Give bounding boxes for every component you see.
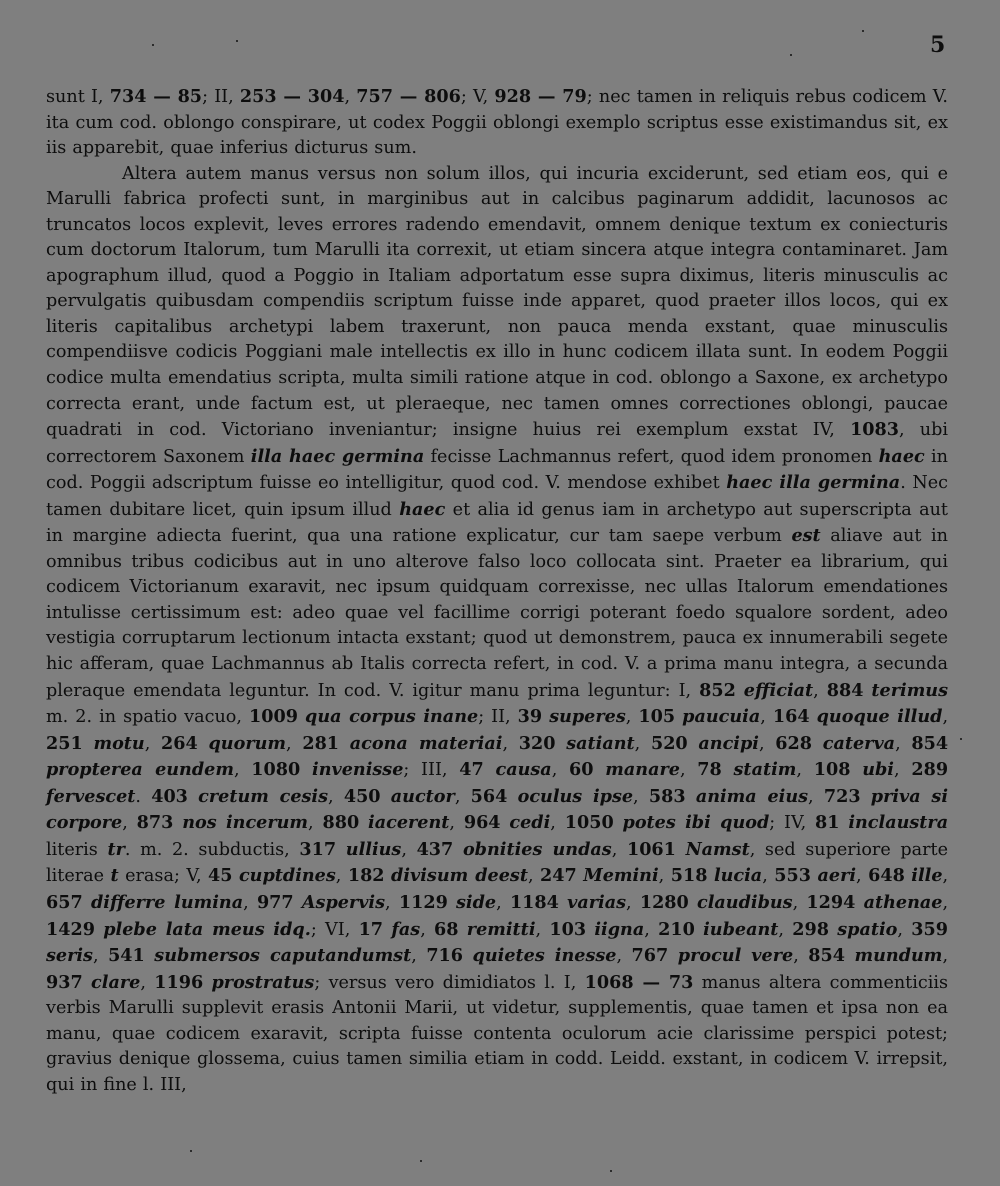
text-run: , [611,839,627,860]
line-reference: 1280 [639,891,689,913]
text-run: manus altera commenticiis verbis Marulli supplevit erasis Antonii Marii, ut videtur, supplementis, quae tamen et ipsa non ea manu, quae codicem exaravit, scripta fuisse contenta oculorum acie clarissime perspici potest; gravius denique glossema, cuius tamen similia etiam in codd. Leidd. exstant, in codicem V. irrepsit, qui in fine l. III, [46,972,949,1095]
variant-reading: inclaustra [848,812,949,834]
text-run: , [502,733,519,754]
text-run: , [808,786,824,807]
text-run: ; IV, [769,813,816,834]
line-reference: 1050 [564,812,614,834]
line-reference: 1196 [154,971,204,993]
text-run [203,973,211,993]
line-reference: 17 [358,918,384,940]
text-run: , [616,946,632,967]
text-run [845,946,855,966]
line-reference: 60 [569,759,594,781]
text-run: , [496,892,510,913]
scan-speck [152,44,154,46]
text-run: , [626,892,640,913]
text-run: , [942,866,949,887]
text-run [676,840,686,860]
line-reference: 281 [302,732,340,754]
line-reference: 105 [638,706,676,728]
text-run: , [856,866,869,887]
text-run: , [679,760,698,781]
variant-reading: procul vere [677,945,794,967]
text-run: , [550,813,565,834]
line-reference: 734 — 85 [109,86,203,107]
text-run: m. 2. in spatio vacuo, [46,707,250,728]
text-run: , [328,786,344,807]
variant-reading: cuptdines [238,865,336,887]
text-run: ; V, [460,87,495,107]
line-reference: 757 — 806 [356,86,461,107]
text-run: , [625,707,639,728]
variant-reading: quoque illud [816,706,943,728]
variant-reading: haec [399,498,446,520]
line-reference: 553 [774,865,812,887]
text-run: . [135,786,152,807]
line-reference: 648 [868,865,905,887]
text-run: ; VI, [310,919,359,940]
text-run [810,707,817,727]
line-reference: 81 [815,812,840,834]
text-run: , [122,813,137,834]
text-run [688,734,699,754]
text-run: , [942,946,949,967]
line-reference: 854 [911,732,949,754]
text-run: fecisse Lachmannus refert, quod idem pronomen [424,446,879,467]
variant-reading: anima eius [695,785,809,807]
line-reference: 264 [161,732,198,754]
text-run: , [658,866,671,887]
variant-reading: paucuia [682,706,761,728]
text-run: ; versus vero dimidiatos l. I, [314,972,585,993]
body-text [46,84,948,1098]
text-run: , [760,707,773,728]
line-reference: 880 [322,812,360,834]
line-reference: 1083 [850,419,900,441]
variant-reading: acona materiai [349,732,503,754]
line-reference: 518 [670,865,708,887]
text-run [300,760,312,780]
text-run: , [535,919,550,940]
line-reference: 450 [343,785,381,807]
text-run: , [286,733,303,754]
variant-reading: fas [391,918,421,940]
text-run [559,893,567,913]
text-run: , [92,946,109,967]
variant-reading: ullius [345,838,402,860]
text-run: ; nec tamen in reliquis rebus codicem V. ita cum cod. oblongo conspirare, ut codex Poggii oblongi exemplo scriptus esse existimandus sit, ex iis apparebit, quae inferius dicturus sum. [46,87,948,159]
line-reference: 68 [434,918,459,940]
variant-reading: Aspervis [301,891,386,913]
variant-reading: quorum [208,732,287,754]
text-run: , [793,946,809,967]
text-run: , [897,919,912,940]
text-run [448,893,456,913]
text-run: , [942,707,949,728]
text-run [722,760,734,780]
variant-reading: iacerent [368,812,450,834]
text-run: , [633,786,649,807]
line-reference: 884 [826,679,864,701]
text-run: , [813,680,827,701]
variant-reading: aeri [817,865,857,887]
line-reference: 977 [256,891,294,913]
variant-reading: Namst [685,838,750,860]
text-run [686,787,696,807]
text-run: aliave aut in omnibus tribus codicibus aut in uno alterove falso loco collocata sint. Praeter ea librarium, qui codicem Victorianum exaravit, nec ipsum quidquam correxisse, nec ullas Italorum emendationes intulisse certissimum est: adeo quae vel facillime corrigi poterant foedo squalore sordent, adeo vestigia corruptarum lectionum intacta exstant; quod ut demonstrem, pauca ex innumerabili segete hic afferam, quae Lachmannus ab Italis correcta refert, in cod. V. a prima manu integra, a secunda pleraque emendata leguntur. In cod. V. igitur manu prima leguntur: I, [46,526,948,701]
text-run: in cod. Poggii adscriptum fuisse eo intelligitur, quod cod. V. mendose exhibet [46,446,948,494]
line-reference: 289 [911,759,949,781]
text-run [188,787,198,807]
text-run [484,760,496,780]
variant-reading: submersos caputandumst [154,945,412,967]
variant-reading: ubi [862,759,894,781]
variant-reading: quietes inesse [472,945,617,967]
variant-reading: prostratus [211,971,315,993]
variant-reading: priva si corpore [46,785,949,834]
text-run [689,893,697,913]
variant-reading: ille [911,865,943,887]
line-reference: 1009 [249,706,298,728]
line-reference: 723 [823,785,861,807]
text-run [736,681,744,701]
variant-reading: haec illa germina [726,472,901,494]
line-reference: 253 — 304 [239,86,345,107]
text-run: , [385,892,399,913]
variant-reading: spatio [837,918,898,940]
text-run [829,920,837,940]
line-reference: 320 [518,732,556,754]
variant-reading: iigna [594,918,645,940]
scan-speck [190,1150,192,1152]
text-run [198,734,209,754]
text-run: , [144,733,162,754]
variant-reading: remitti [466,918,536,940]
text-run: , [308,813,323,834]
line-reference: 182 [347,865,385,887]
line-reference: 210 [658,918,695,940]
text-run: , [758,733,776,754]
line-reference: 541 [108,945,145,967]
scan-speck [960,738,962,740]
text-run [861,787,871,807]
page-number: 5 [930,32,946,58]
text-run: , [335,866,348,887]
text-run: , [796,760,814,781]
text-run: , [762,866,775,887]
line-reference: 628 [775,732,813,754]
variant-reading: motu [93,732,145,754]
line-reference: 403 [151,785,188,807]
text-run: , [942,892,949,913]
text-run [840,813,849,833]
text-run [381,787,391,807]
text-run: sunt I, [46,87,110,107]
variant-reading: Memini [583,865,659,887]
text-run: literis [46,839,108,860]
text-run [812,734,823,754]
text-run: , [551,760,570,781]
line-reference: 251 [46,732,83,754]
text-run: ; III, [403,760,460,781]
line-reference: 317 [299,838,337,860]
text-run [614,813,623,833]
text-run [339,734,350,754]
line-reference: 520 [650,732,688,754]
text-run [298,707,305,727]
text-run: , [895,733,912,754]
text-run [83,893,91,913]
variant-reading: statim [733,759,797,781]
line-reference: 298 [792,918,829,940]
variant-reading: efficiat [743,679,814,701]
text-run [173,813,182,833]
variant-reading: ancipi [698,732,759,754]
variant-reading: fervescet [46,785,136,807]
line-reference: 1294 [806,891,856,913]
text-run: , [778,919,793,940]
text-run: , [454,786,471,807]
line-reference: 78 [697,759,722,781]
variant-reading: mundum [854,945,943,967]
line-reference: 247 [540,865,577,887]
variant-reading: potes ibi quod [622,812,770,834]
variant-reading: seris [46,945,93,967]
variant-reading: claudibus [697,891,793,913]
text-run: , [449,813,464,834]
variant-reading: terimus [871,679,949,701]
text-run [95,920,103,940]
line-reference: 767 [631,945,669,967]
line-reference: 108 [813,759,851,781]
variant-reading: auctor [390,785,455,807]
variant-reading: causa [495,759,552,781]
line-reference: 657 [46,891,83,913]
scan-speck [420,1160,422,1162]
variant-reading: est [791,525,821,547]
text-run [855,893,863,913]
variant-reading: iubeant [703,918,779,940]
text-run [594,760,606,780]
text-run: , [644,919,659,940]
line-reference: 1184 [509,891,559,913]
variant-reading: obnities undas [462,838,612,860]
line-reference: 45 [208,865,233,887]
text-run: , ubi correctorem Saxonem [46,420,949,467]
line-reference: 1429 [46,918,95,940]
variant-reading: caterva [822,732,896,754]
text-run [453,840,463,860]
variant-reading: athenae [863,891,943,913]
scan-speck [790,54,792,56]
variant-reading: clare [91,971,141,993]
text-run: et alia id genus iam in archetypo aut superscripta aut in margine adiecta fuerint, qua una ratione explicatur, cur tam saepe verbum [46,499,949,547]
line-reference: 564 [470,785,508,807]
scan-speck [862,30,864,32]
line-reference: 1129 [398,891,448,913]
variant-reading: plebe lata meus idq. [103,918,311,940]
text-run: , [894,760,912,781]
line-reference: 47 [459,759,484,781]
text-run: , [243,892,257,913]
variant-reading: varias [567,891,627,913]
text-run: , [634,733,651,754]
variant-reading: lucia [713,865,763,887]
variant-reading: cretum cesis [198,785,329,807]
variant-reading: divisum deest [391,865,528,887]
line-reference: 854 [808,945,846,967]
variant-reading: cedi [509,812,551,834]
text-run: , [420,919,435,940]
variant-reading: qua corpus inane [305,706,479,728]
text-run: , [401,839,417,860]
text-run [145,946,155,966]
variant-reading: manare [605,759,680,781]
text-run: , [792,892,807,913]
text-run: , [140,972,155,993]
text-run [359,813,368,833]
text-run: ; II, [478,707,518,728]
line-reference: 937 [46,971,83,993]
paragraph [46,84,948,162]
paragraph [46,162,948,1099]
text-run [850,760,862,780]
variant-reading: tr [107,838,125,860]
line-reference: 1068 — 73 [584,971,694,993]
text-run [463,946,473,966]
text-run: erasa; V, [118,866,208,887]
line-reference: 39 [517,706,543,728]
variant-reading: illa haec germina [250,445,425,467]
text-run: . m. 2. subductis, [124,839,300,860]
text-run [294,893,302,913]
variant-reading: nos incerum [182,812,309,834]
text-run [555,734,566,754]
variant-reading: invenisse [312,759,404,781]
text-run [507,787,517,807]
text-run: Altera autem manus versus non solum illos, qui incuria exciderunt, sed etiam eos, qui e Marulli fabrica profecti sunt, in marginibus aut in calcibus paginarum addidit, lacunosos ac truncatos locos explevit, leves errores radendo emendavit, omnem denique textum ex coniecturis cum doctorum Italorum, tum Marulli ita correxit, ut etiam sincera atque integra contaminaret. Jam apographum illud, quod a Poggio in Italiam adportatum esse supra diximus, literis minusculis ac pervulgatis quibusdam compendiis scriptum fuisse inde apparet, quod praeter illos locos, qui ex literis capitalibus archetypi labem traxerunt, non pauca menda exstant, quae minusculis compendiisve codicis Poggiani male intellectis ex illo in hunc codicem illata sunt. In eodem Poggii codice multa emendatius scripta, multa simili ratione atque in cod. oblongo a Saxone, ex archetypo correcta erant, unde factum est, ut pleraeque, nec tamen omnes correctiones oblongi, paucae quadrati in cod. Victoriano inveniantur; insigne huius rei exemplum exstat IV, [46,163,948,441]
line-reference: 716 [426,945,464,967]
line-reference: 164 [772,706,810,728]
variant-reading: differre lumina [90,891,244,913]
text-run [459,920,467,940]
text-run [695,920,703,940]
text-run [336,840,346,860]
text-run [83,734,94,754]
scan-speck [610,1170,612,1172]
text-run: ; II, [202,87,240,107]
variant-reading: oculus ipse [517,785,634,807]
text-run: , [233,760,252,781]
variant-reading: t [110,865,119,887]
variant-reading: side [456,891,497,913]
variant-reading: satiant [566,732,635,754]
line-reference: 1061 [626,838,676,860]
text-run: . Nec tamen dubitare licet, quin ipsum illud [46,473,948,520]
line-reference: 437 [416,838,454,860]
line-reference: 928 — 79 [494,86,587,107]
text-run [668,946,678,966]
line-reference: 873 [136,812,174,834]
line-reference: 852 [699,679,736,701]
variant-reading: propterea eundem [46,759,234,781]
line-reference: 103 [549,918,587,940]
variant-reading: haec [878,445,925,467]
line-reference: 964 [463,812,501,834]
text-run: , [527,866,541,887]
variant-reading: superes [549,706,626,728]
scan-speck [236,40,238,42]
text-run [83,973,91,993]
text-run: , [344,87,357,107]
line-reference: 1080 [251,759,301,781]
line-reference: 359 [911,918,948,940]
text-run: , sed superiore parte literae [46,839,949,887]
text-run: , [411,946,427,967]
line-reference: 583 [648,785,686,807]
